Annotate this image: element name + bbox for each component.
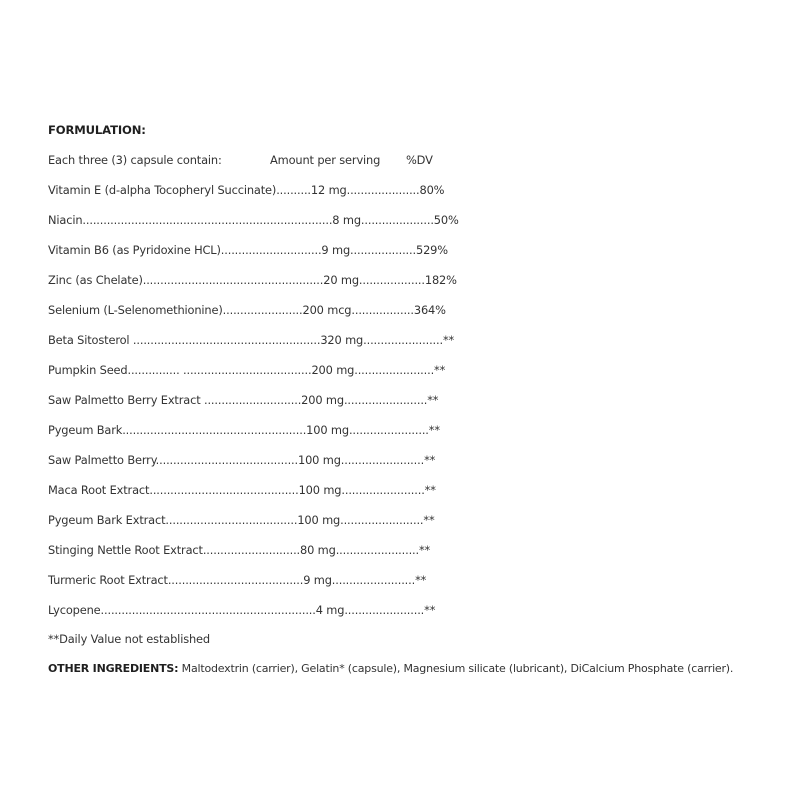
ingredient-row: Selenium (L-Selenomethionine).......................200 mcg..................364%	[48, 303, 446, 317]
daily-value-footnote: **Daily Value not established	[48, 632, 210, 646]
ingredient-row: Pygeum Bark Extract......................................100 mg........................**	[48, 513, 435, 527]
ingredient-row: Maca Root Extract...........................................100 mg........................**	[48, 483, 436, 497]
formulation-heading: FORMULATION:	[48, 123, 146, 137]
serving-header-label: Each three (3) capsule contain:	[48, 153, 222, 167]
ingredient-row: Niacin........................................................................8 mg.....................50%	[48, 213, 459, 227]
amount-per-serving-header: Amount per serving	[270, 153, 381, 167]
ingredient-row: Turmeric Root Extract.......................................9 mg........................**	[48, 573, 427, 587]
ingredient-row: Pumpkin Seed............... .....................................200 mg.......................**	[48, 363, 446, 377]
ingredient-row: Vitamin E (d-alpha Tocopheryl Succinate)..........12 mg.....................80%	[48, 183, 445, 197]
ingredient-row: Saw Palmetto Berry Extract ............................200 mg........................**	[48, 393, 439, 407]
other-ingredients	[48, 662, 733, 676]
ingredient-row: Saw Palmetto Berry.........................................100 mg........................**	[48, 453, 436, 467]
ingredient-row: Lycopene..............................................................4 mg.......................**	[48, 603, 436, 617]
daily-value-header: %DV	[406, 153, 433, 167]
other-ingredients-label: OTHER INGREDIENTS:	[48, 662, 179, 675]
serving-header-row	[48, 153, 433, 167]
ingredient-row: Pygeum Bark.....................................................100 mg.......................**	[48, 423, 440, 437]
other-ingredients-text: Maltodextrin (carrier), Gelatin* (capsule), Magnesium silicate (lubricant), DiCalcium Phosphate (carrier).	[181, 662, 734, 675]
ingredient-row: Stinging Nettle Root Extract............................80 mg........................**	[48, 543, 431, 557]
ingredient-row: Zinc (as Chelate)....................................................20 mg...................182%	[48, 273, 457, 287]
ingredient-row: Beta Sitosterol ......................................................320 mg.......................**	[48, 333, 455, 347]
ingredient-row: Vitamin B6 (as Pyridoxine HCL).............................9 mg...................529%	[48, 243, 448, 257]
